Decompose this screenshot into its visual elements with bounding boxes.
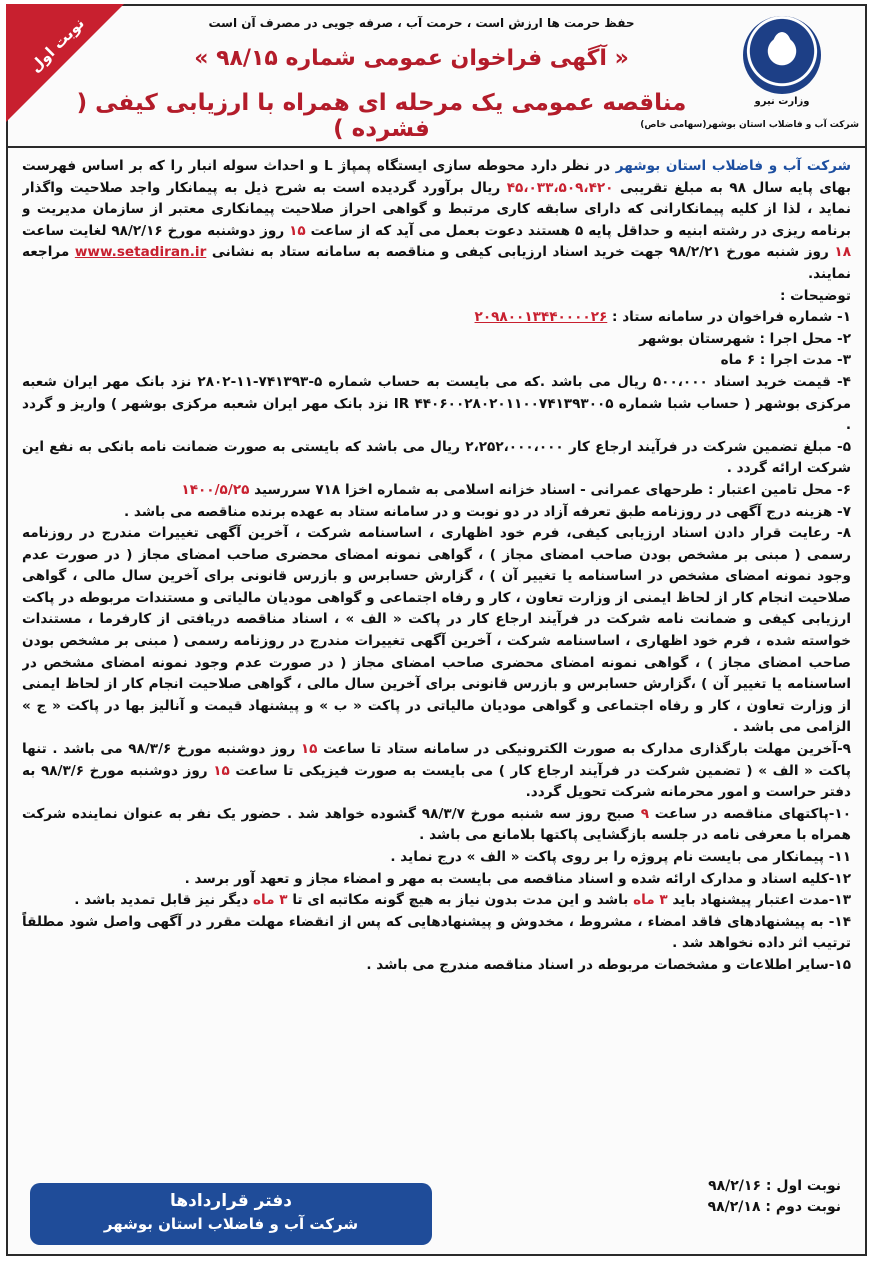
notes-title: توضیحات : xyxy=(779,287,851,304)
estimate-amount: ۴۵،۰۳۳،۵۰۹،۴۲۰ xyxy=(506,179,614,196)
intro-text: ریال برآورد گردیده است به شرح ذیل به پیمانکار واجد صلاحیت واگذار نماید ، لذا از کلیه پیمانکارانی که دارای سابقه کاری مرتبط و گواهی احراز صلاحیت پیمانکاری معتبر از سازمان مدیریت و برنامه ریزی در رشته ابنیه و حداقل پایه ۵ هستند دعوت بعمل می آید که از ساعت xyxy=(22,179,851,239)
extension-period: ۳ ماه xyxy=(253,892,288,909)
tender-title: مناقصه عمومی یک مرحله ای همراه با ارزیابی کیفی ( فشرده ) xyxy=(76,90,687,142)
intro-paragraph xyxy=(22,156,851,286)
intro-text: روز شنبه مورخ ۹۸/۲/۲۱ جهت خرید اسناد ارزیابی کیفی و مناقصه به سامانه ستاد به نشانی xyxy=(206,244,835,261)
item-1-label: ۱- شماره فراخوان در سامانه ستاد : xyxy=(607,309,851,326)
item-6 xyxy=(22,480,851,502)
corner-label: نوبت اول xyxy=(26,14,88,76)
item-7: ۷- هزینه درج آگهی در روزنامه طبق تعرفه آزاد در دو نوبت و در سامانه ستاد به عهده برنده مناقصه می باشد . xyxy=(124,503,851,520)
opening-hour: ۹ xyxy=(640,805,650,822)
publication-dates xyxy=(708,1176,841,1218)
item-9-text: ۹-آخرین مهلت بارگذاری مدارک به صورت الکترونیکی در سامانه ستاد تا ساعت xyxy=(317,741,851,758)
item-8: ۸- رعایت قرار دادن اسناد ارزیابی کیفی، فرم خود اظهاری ، اساسنامه شرکت ، آخرین آگهی تغییرات مندرج در روزنامه رسمی ( مبنی بر مشخص بودن صاحب امضای مجاز ) ، گواهی نمونه امضای محضری صاحب امضای مجاز ( در صورت عدم وجود نمونه امضای مشخص در اساسنامه یا تغییر آن ) ، گزارش حسابرس و بازرس قانونی برای آخرین سال مالی ، گواهی صلاحیت انجام کار از لحاظ ایمنی از وزارت تعاون ، کار و رفاه اجتماعی و گواهی مودیان مالیاتی و مستندات مربوطه در پاکت ارزیابی کیفی و ضمانت نامه شرکت در فرآیند ارجاع کار در پاکت « الف » ، اسناد مناقصه دریافتی از کارفرما ، مستندات خواسته شده ، فرم خود اظهاری ، اساسنامه شرکت ، آخرین آگهی تغییرات مندرج در روزنامه رسمی ( مبنی بر مشخص بودن صاحب امضای مجاز ) ، گواهی نمونه امضای محضری صاحب امضای مجاز ( در صورت عدم وجود نمونه امضای مشخص در اساسنامه یا تغییر آن ) ،گزارش حسابرس و بازرس قانونی برای آخرین سال مالی ، گواهی صلاحیت انجام کار از لحاظ ایمنی از وزارت تعاون ، کار و رفاه اجتماعی و گواهی مودیان مالیاتی در پاکت « ب » و پیشنهاد قیمت و آنالیز بها در پاکت « ج » الزامی می باشد . xyxy=(22,525,851,736)
item-4: ۴- قیمت خرید اسناد ۵۰۰،۰۰۰ ریال می باشد .که می بایست به حساب شماره ۵-۷۴۱۳۹۳-۱۱-۲۸۰۲ نزد بانک مهر ایران شعبه مرکزی بوشهر ( حساب شبا شماره IR ۴۴۰۶۰۰۲۸۰۲۰۱۱۰۰۷۴۱۳۹۳۰۰۵ نزد بانک مهر ایران شعبه مرکزی بوشهر ) واریز و گردد . xyxy=(22,373,851,434)
item-11: ۱۱- پیمانکار می بایست نام پروژه را بر روی پاکت « الف » درج نماید . xyxy=(390,849,851,865)
footer-subtitle: شرکت آب و فاضلاب استان بوشهر xyxy=(103,1215,359,1233)
slogan: حفظ حرمت ها ارزش است ، حرمت آب ، صرفه جویی در مصرف آن است xyxy=(208,16,635,30)
logo xyxy=(707,16,857,128)
ministry-label: وزارت نیرو xyxy=(754,96,810,107)
validity-period: ۳ ماه xyxy=(633,892,668,909)
item-10-text: ۱۰-پاکتهای مناقصه در ساعت xyxy=(649,805,851,822)
setad-url: www.setadiran.ir xyxy=(74,244,207,261)
footer-title: دفتر قراردادها xyxy=(169,1191,293,1211)
item-13-text: دیگر نیز قابل تمدید باشد . xyxy=(74,892,253,909)
intro-text: روز دوشنبه مورخ ۹۸/۲/۱۶ لغایت ساعت xyxy=(22,222,290,239)
second-publication: نوبت دوم : ۹۸/۲/۱۸ xyxy=(707,1199,841,1215)
water-drop-logo-icon xyxy=(743,16,821,94)
start-hour: ۱۵ xyxy=(289,222,306,239)
item-9 xyxy=(22,739,851,804)
item-6-text: ۶- محل تامین اعتبار : طرحهای عمرانی - اسناد خزانه اسلامی به شماره اخزا ۷۱۸ سررسید xyxy=(249,481,851,498)
upload-deadline-hour: ۱۵ xyxy=(300,741,318,758)
header-divider xyxy=(8,146,865,148)
delivery-deadline-hour: ۱۵ xyxy=(213,762,230,779)
call-number: ۲۰۹۸۰۰۱۳۴۴۰۰۰۰۲۶ xyxy=(474,309,608,326)
intro-text: مراجعه نمایند. xyxy=(22,244,851,282)
maturity-date: ۱۴۰۰/۵/۲۵ xyxy=(181,481,250,498)
item-12: ۱۲-کلیه اسناد و مدارک ارائه شده و اسناد مناقصه می بایست به مهر و امضاء مجاز و تعهد آور برسد . xyxy=(184,870,851,887)
item-1 xyxy=(22,307,851,329)
org-name: شرکت آب و فاضلاب استان بوشهر xyxy=(615,158,851,174)
item-14: ۱۴- به پیشنهادهای فاقد امضاء ، مشروط ، مخدوش و پیشنهادهایی که پس از انقضاء مهلت مقرر در آگهی واصل شود مطلقاً ترتیب اثر داده نخواهد شد . xyxy=(22,913,851,952)
item-15: ۱۵-سایر اطلاعات و مشخصات مربوطه در اسناد مناقصه مندرج می باشد . xyxy=(366,956,851,973)
footer-signature xyxy=(30,1183,432,1245)
ad-title: « آگهی فراخوان عمومی شماره ۹۸/۱۵ » xyxy=(194,46,629,71)
item-9-text: روز دوشنبه مورخ ۹۸/۳/۶ به دفتر حراست و امور محرمانه شرکت تحویل گردد. xyxy=(22,762,851,801)
item-9-text: روز دوشنبه مورخ ۹۸/۳/۶ می باشد . تنها پاکت « الف » ( تضمین شرکت در فرآیند ارجاع کار ) می بایست به صورت فیزیکی تا ساعت xyxy=(22,741,851,779)
item-10 xyxy=(22,804,851,847)
end-hour: ۱۸ xyxy=(834,244,851,261)
drop-icon xyxy=(772,32,792,60)
company-small-label: شرکت آب و فاضلاب استان بوشهر(سهامی خاص) xyxy=(640,120,859,130)
ad-body xyxy=(22,156,851,1176)
item-13 xyxy=(22,890,851,912)
item-13-text: ۱۳-مدت اعتبار پیشنهاد باید xyxy=(667,892,851,909)
item-2: ۲- محل اجرا : شهرستان بوشهر xyxy=(639,330,851,347)
item-3: ۳- مدت اجرا : ۶ ماه xyxy=(720,352,851,369)
intro-text: در نظر دارد محوطه سازی ایستگاه پمپاژ L و احداث سوله انبار را که بر اساس فهرست بهای پایه سال ۹۸ به مبلغ تقریبی xyxy=(22,158,851,196)
first-publication: نوبت اول : ۹۸/۲/۱۶ xyxy=(708,1178,841,1194)
item-13-text: باشد و این مدت بدون نیاز به هیچ گونه مکاتبه ای تا xyxy=(287,892,634,909)
item-5: ۵- مبلغ تضمین شرکت در فرآیند ارجاع کار ۲،۲۵۲،۰۰۰،۰۰۰ ریال می باشد که بایستی به صورت ضمانت نامه بانکی به نفع این شرکت ارائه گردد . xyxy=(22,438,851,477)
advertisement-page xyxy=(6,4,867,1256)
item-10-text: صبح روز سه شنبه مورخ ۹۸/۳/۷ گشوده خواهد شد . حضور یک نفر به عنوان نماینده شرکت همراه با معرفی نامه در جلسه بازگشایی پاکتها بلامانع می باشد . xyxy=(22,805,851,844)
header xyxy=(8,6,865,146)
